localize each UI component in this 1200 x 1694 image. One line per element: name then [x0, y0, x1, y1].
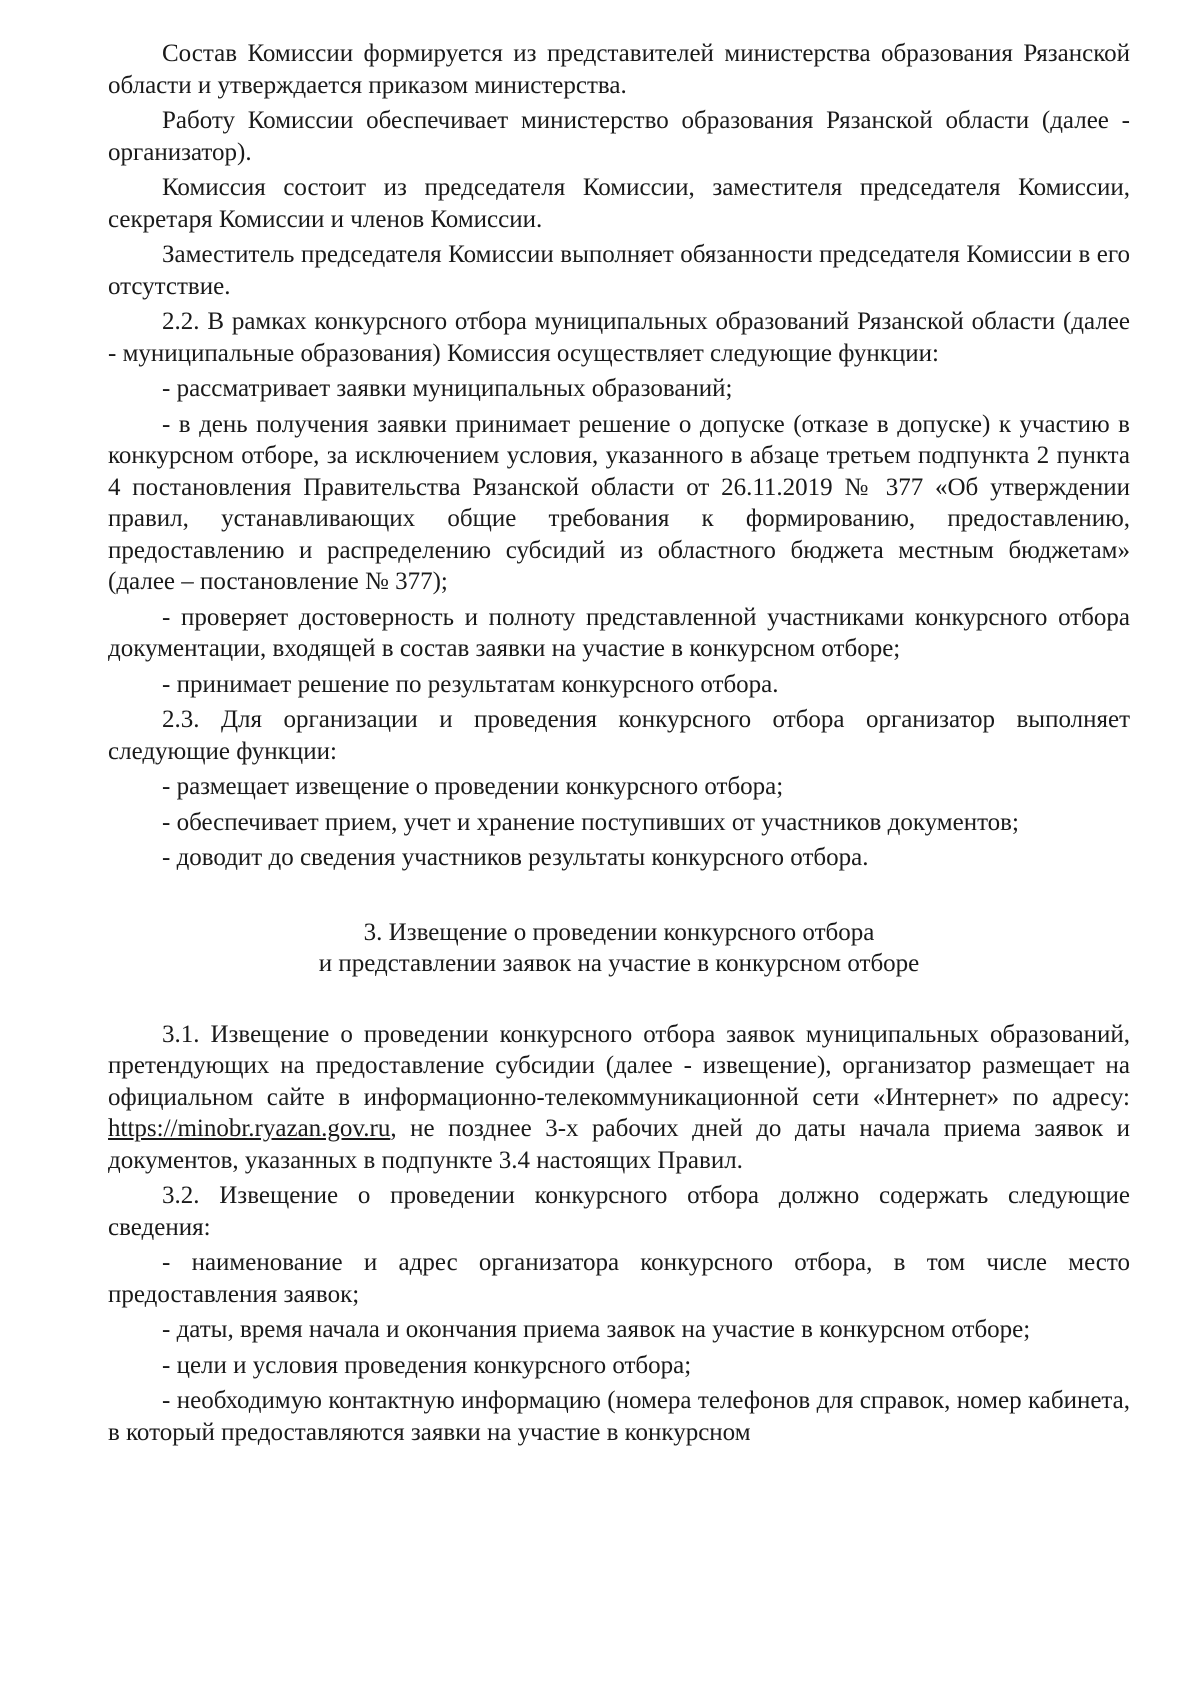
paragraph-3-1-text-end: , не позднее 3-х рабочих дней до даты начала приема заявок и документов, указанных в подпункте 3.4 настоящих Правил.	[108, 1115, 1130, 1174]
paragraph-commission-members: Комиссия состоит из председателя Комиссии, заместителя председателя Комиссии, секретаря Комиссии и членов Комиссии.	[108, 174, 1130, 233]
list-item-reviews-applications: - рассматривает заявки муниципальных образований;	[162, 375, 733, 402]
section-heading-line-1: 3. Извещение о проведении конкурсного отбора	[363, 918, 875, 946]
list-item-goals-conditions: - цели и условия проведения конкурсного отбора;	[162, 1351, 692, 1379]
list-item-verifies-documents: - проверяет достоверность и полноту представленной участниками конкурсного отбора документации, входящей в состав заявки на участие в конкурсном отборе;	[108, 603, 1130, 662]
ministry-website-link[interactable]: https://minobr.ryazan.gov.ru	[108, 1115, 391, 1142]
paragraph-deputy-chair: Заместитель председателя Комиссии выполняет обязанности председателя Комиссии в его отсутствие.	[108, 241, 1130, 300]
list-item-receives-documents: - обеспечивает прием, учет и хранение поступивших от участников документов;	[162, 808, 1019, 836]
paragraph-3-1-text: 3.1. Извещение о проведении конкурсного отбора заявок муниципальных образований, претендующих на предоставление субсидии (далее - извещение), организатор размещает на официальном сайте в информационно-телекоммуникационной сети «Интернет» по адресу:	[108, 1020, 1130, 1111]
list-item-results-decision: - принимает решение по результатам конкурсного отбора.	[162, 670, 779, 698]
paragraph-commission-work: Работу Комиссии обеспечивает министерство образования Рязанской области (далее - организатор).	[108, 107, 1130, 166]
section-heading-3	[108, 917, 1130, 980]
list-item-organizer-name-address: - наименование и адрес организатора конкурсного отбора, в том числе место предоставления заявок;	[108, 1249, 1130, 1308]
paragraph-2-3: 2.3. Для организации и проведения конкурсного отбора организатор выполняет следующие функции:	[108, 706, 1130, 765]
list-item-publishes-notice: - размещает извещение о проведении конкурсного отбора;	[162, 773, 784, 800]
list-item-dates-times: - даты, время начала и окончания приема заявок на участие в конкурсном отборе;	[162, 1316, 1031, 1343]
paragraph-3-1	[108, 1019, 1130, 1177]
section-heading-line-2: и представлении заявок на участие в конкурсном отборе	[318, 950, 920, 977]
paragraph-commission-composition: Состав Комиссии формируется из представителей министерства образования Рязанской области и утверждается приказом министерства.	[108, 40, 1130, 99]
list-item-admission-decision: - в день получения заявки принимает решение о допуске (отказе в допуске) к участию в конкурсном отборе, за исключением условия, указанного в абзаце третьем подпункта 2 пункта 4 постановления Правительства Рязанской области от 26.11.2019 № 377 «Об утверждении правил, устанавливающих общие требования к формированию, предоставлению, предоставлению и распределению субсидий из областного бюджета местным бюджетам» (далее – постановление № 377);	[108, 410, 1130, 595]
list-item-contact-info: - необходимую контактную информацию (номера телефонов для справок, номер кабинета, в который предоставляются заявки на участие в конкурсном	[108, 1387, 1130, 1446]
paragraph-3-2: 3.2. Извещение о проведении конкурсного отбора должно содержать следующие сведения:	[108, 1182, 1130, 1241]
list-item-informs-results: - доводит до сведения участников результаты конкурсного отбора.	[162, 844, 869, 871]
paragraph-2-2: 2.2. В рамках конкурсного отбора муниципальных образований Рязанской области (далее - муниципальные образования) Комиссия осуществляет следующие функции:	[108, 308, 1130, 367]
